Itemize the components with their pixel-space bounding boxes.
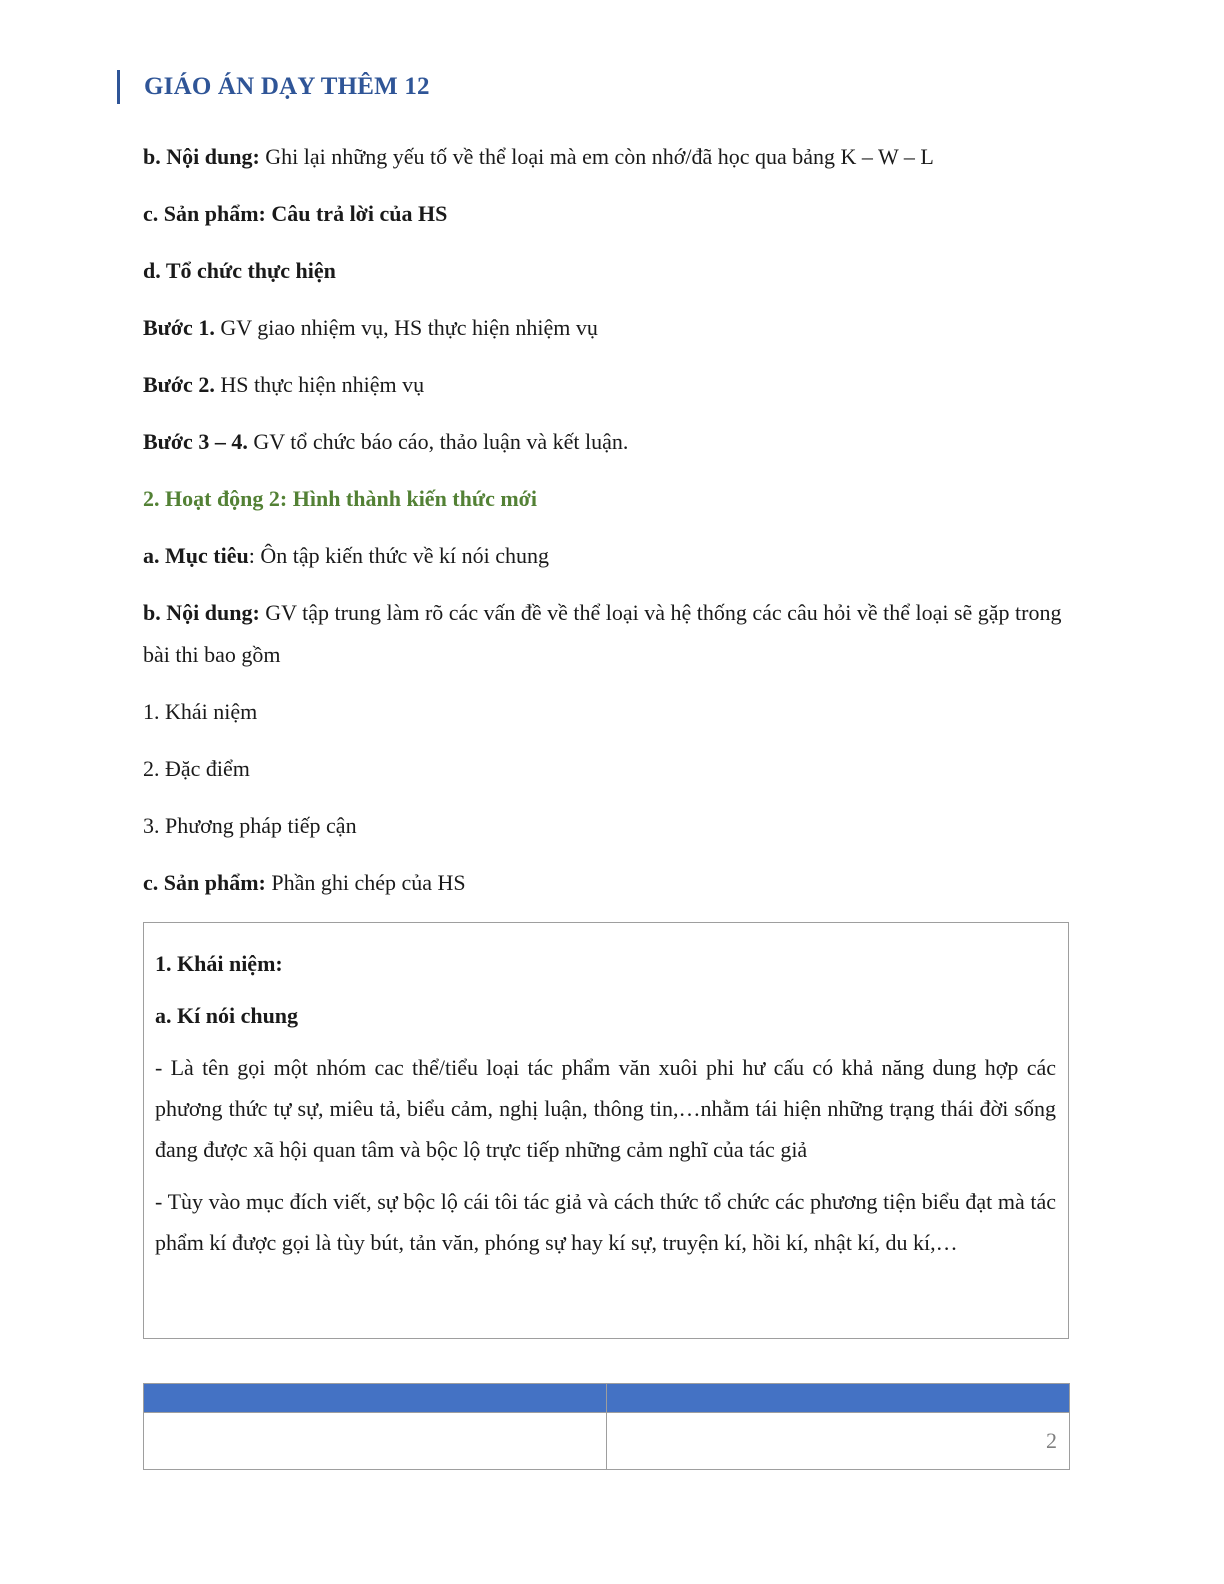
buoc-34-text: GV tổ chức báo cáo, thảo luận và kết luận. xyxy=(247,429,629,454)
list-item: 1. Khái niệm xyxy=(143,699,258,724)
noi-dung-2-line xyxy=(143,592,1073,676)
noi-dung-2-text: GV tập trung làm rõ các vấn đề về thể loại và hệ thống các câu hỏi về thể loại sẽ gặp trong bài thi bao gồm xyxy=(143,600,1062,667)
box-subheading: a. Kí nói chung xyxy=(155,1003,299,1028)
document-body xyxy=(143,136,1073,919)
noi-dung-text: Ghi lại những yếu tố về thể loại mà em còn nhớ/đã học qua bảng K – W – L xyxy=(259,144,934,169)
noi-dung-label: b. Nội dung: xyxy=(143,144,260,169)
page-number: 2 xyxy=(607,1413,1070,1470)
buoc-1-text: GV giao nhiệm vụ, HS thực hiện nhiệm vụ xyxy=(214,315,598,340)
san-pham-2-text: Phần ghi chép của HS xyxy=(265,870,466,895)
muc-tieu-label: a. Mục tiêu xyxy=(143,543,249,568)
footer-table-header-row xyxy=(144,1384,1070,1413)
buoc-1-label: Bước 1. xyxy=(143,315,215,340)
box-paragraph-2: - Tùy vào mục đích viết, sự bộc lộ cái tôi tác giả và cách thức tổ chức các phương tiện biểu đạt mà tác phẩm kí được gọi là tùy bút, tản văn, phóng sự hay kí sự, truyện kí, hồi kí, nhật kí, du kí,… xyxy=(155,1189,1056,1255)
footer-table-body-row xyxy=(144,1413,1070,1470)
to-chuc-heading: d. Tổ chức thực hiện xyxy=(143,258,336,283)
list-item: 2. Đặc điểm xyxy=(143,756,250,781)
san-pham-line: c. Sản phẩm: Câu trả lời của HS xyxy=(143,201,448,226)
footer-table-header-cell xyxy=(144,1384,607,1413)
list-item: 3. Phương pháp tiếp cận xyxy=(143,813,357,838)
footer-table xyxy=(143,1383,1070,1470)
san-pham-2-line xyxy=(143,862,1073,904)
buoc-34-label: Bước 3 – 4. xyxy=(143,429,248,454)
buoc-2-text: HS thực hiện nhiệm vụ xyxy=(214,372,425,397)
footer-table-cell xyxy=(144,1413,607,1470)
header-title: GIÁO ÁN DẠY THÊM 12 xyxy=(144,73,430,100)
box-heading: 1. Khái niệm: xyxy=(155,951,283,976)
muc-tieu-text: : Ôn tập kiến thức về kí nói chung xyxy=(248,543,550,568)
buoc-34-line xyxy=(143,421,1073,463)
buoc-2-line xyxy=(143,364,1073,406)
noi-dung-line xyxy=(143,136,1073,178)
noi-dung-2-label: b. Nội dung: xyxy=(143,600,260,625)
buoc-2-label: Bước 2. xyxy=(143,372,215,397)
page-header xyxy=(117,70,430,104)
box-paragraph-1: - Là tên gọi một nhóm cac thể/tiểu loại tác phẩm văn xuôi phi hư cấu có khả năng dung hợp các phương thức tự sự, miêu tả, biểu cảm, nghị luận, thông tin,…nhằm tái hiện những trạng thái đời sống đang được xã hội quan tâm và bộc lộ trực tiếp những cảm nghĩ của tác giả xyxy=(155,1055,1056,1162)
khai-niem-box xyxy=(143,922,1069,1339)
hoat-dong-2-heading: 2. Hoạt động 2: Hình thành kiến thức mới xyxy=(143,486,537,511)
muc-tieu-line xyxy=(143,535,1073,577)
footer-table-header-cell xyxy=(607,1384,1070,1413)
san-pham-2-label: c. Sản phẩm: xyxy=(143,870,266,895)
buoc-1-line xyxy=(143,307,1073,349)
